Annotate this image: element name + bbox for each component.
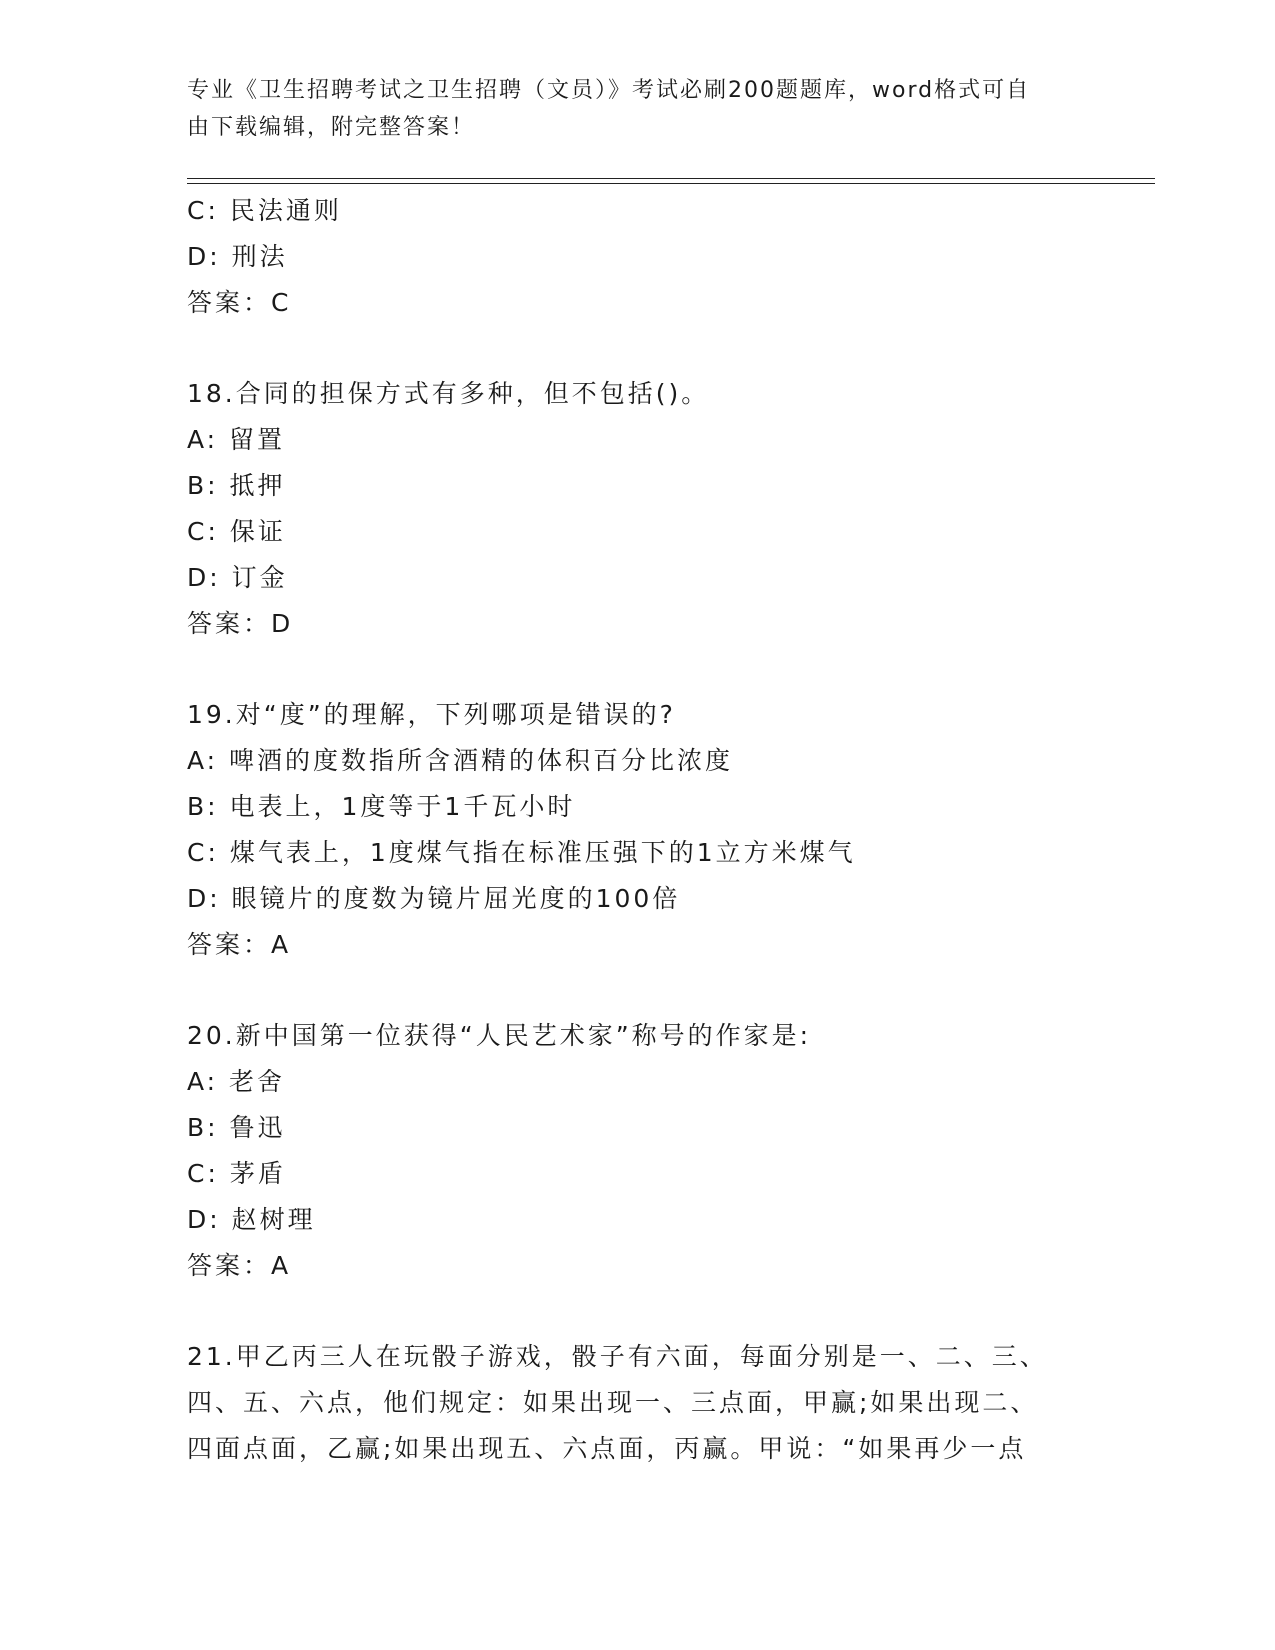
question-stem: 18.合同的担保方式有多种，但不包括()。 <box>187 379 710 408</box>
answer-label: 答案：C <box>187 288 292 317</box>
option-a: A: 啤酒的度数指所含酒精的体积百分比浓度 <box>187 746 734 775</box>
option-b: B: 鲁迅 <box>187 1113 286 1142</box>
answer-label: 答案：A <box>187 930 292 959</box>
header-line-2: 由下载编辑，附完整答案！ <box>187 115 476 140</box>
question-17-continuation <box>187 188 1087 326</box>
question-list <box>187 188 1087 1472</box>
answer-label: 答案：A <box>187 1251 292 1280</box>
question-stem: 20.新中国第一位获得“人民艺术家”称号的作家是: <box>187 1021 812 1050</box>
option-b: B: 抵押 <box>187 471 286 500</box>
question-19 <box>187 692 1087 968</box>
question-stem: 19.对“度”的理解，下列哪项是错误的? <box>187 700 676 729</box>
option-c: C: 茅盾 <box>187 1159 286 1188</box>
question-20 <box>187 1013 1087 1289</box>
question-stem-line-1: 21.甲乙丙三人在玩骰子游戏，骰子有六面，每面分别是一、二、三、 <box>187 1342 1048 1371</box>
option-c: C: 煤气表上，1度煤气指在标准压强下的1立方米煤气 <box>187 838 856 867</box>
document-header <box>187 72 1067 146</box>
option-d: D: 赵树理 <box>187 1205 316 1234</box>
option-b: B: 电表上，1度等于1千瓦小时 <box>187 792 576 821</box>
question-18 <box>187 371 1087 647</box>
option-d: D: 眼镜片的度数为镜片屈光度的100倍 <box>187 884 681 913</box>
question-21 <box>187 1334 1087 1472</box>
option-a: A: 老舍 <box>187 1067 286 1096</box>
answer-label: 答案：D <box>187 609 294 638</box>
question-stem-line-3: 四面点面，乙赢;如果出现五、六点面，丙赢。甲说：“如果再少一点 <box>187 1434 1027 1463</box>
header-line-1: 专业《卫生招聘考试之卫生招聘（文员）》考试必刷200题题库，word格式可自 <box>187 78 1031 103</box>
option-a: A: 留置 <box>187 425 286 454</box>
question-stem-line-2: 四、五、六点，他们规定：如果出现一、三点面，甲赢;如果出现二、 <box>187 1388 1039 1417</box>
header-divider <box>187 178 1155 184</box>
option-d: D: 刑法 <box>187 242 288 271</box>
option-c: C: 保证 <box>187 517 286 546</box>
option-c: C: 民法通则 <box>187 196 342 225</box>
option-d: D: 订金 <box>187 563 288 592</box>
